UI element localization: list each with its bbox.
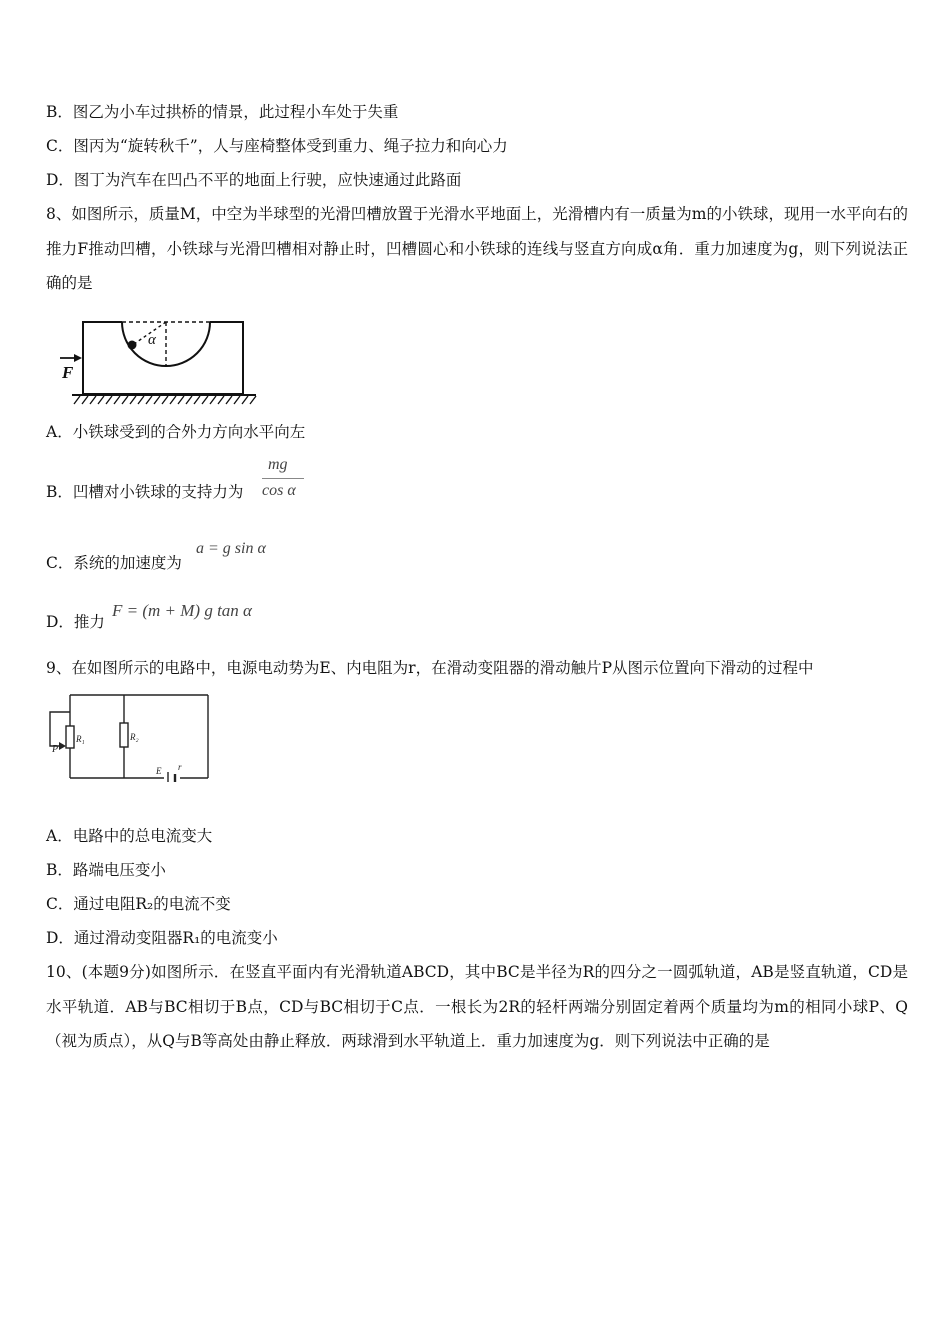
q8-stem: 8、如图所示，质量M，中空为半球型的光滑凹槽放置于光滑水平地面上，光滑槽内有一质量为m的小铁球，现用一水平向右的推力F推动凹槽，小铁球与光滑凹槽相对静止时，凹槽圆心和小铁球的连线与竖直方向成α角．重力加速度为g，则下列说法正确的是 xyxy=(46,205,908,292)
q8-option-a: A．小铁球受到的合外力方向水平向左 xyxy=(46,423,306,441)
q9-option-a: A．电路中的总电流变大 xyxy=(46,827,213,845)
q7-option-b: B．图乙为小车过拱桥的情景，此过程小车处于失重 xyxy=(46,103,399,121)
q8-groove-figure xyxy=(60,316,260,408)
q10-stem: 10、(本题9分)如图所示．在竖直平面内有光滑轨道ABCD，其中BC是半径为R的四分之一圆弧轨道，AB是竖直轨道，CD是水平轨道．AB与BC相切于B点，CD与BC相切于C点．一根长为2R的轻杆两端分别固定着两个质量均为m的相同小球P、Q（视为质点），从Q与B等高处由静止释放．两球滑到水平轨道上．重力加速度为g．则下列说法中正确的是 xyxy=(46,963,908,1050)
q7-option-c: C．图丙为“旋转秋千”，人与座椅整体受到重力、绳子拉力和向心力 xyxy=(46,137,508,155)
q8-option-c-formula: a = g sin α xyxy=(196,540,266,557)
q8-fraction-bar xyxy=(262,478,304,479)
q9-stem: 9、在如图所示的电路中，电源电动势为E、内电阻为r，在滑动变阻器的滑动触片P从图示位置向下滑动的过程中 xyxy=(46,659,814,677)
q8-angle-label: α xyxy=(148,332,156,348)
q9-circuit-figure xyxy=(44,690,212,782)
q9-option-b: B．路端电压变小 xyxy=(46,861,166,879)
q8-option-d-formula: F = (m + M) g tan α xyxy=(112,601,252,620)
q9-p-label: P xyxy=(52,744,59,755)
q7-option-d: D．图丁为汽车在凹凸不平的地面上行驶，应快速通过此路面 xyxy=(46,171,462,189)
q9-option-c: C．通过电阻R₂的电流不变 xyxy=(46,895,231,913)
q8-option-d: D．推力 xyxy=(46,613,105,631)
q9-r-label: r xyxy=(178,762,182,772)
q9-r1-label: R₁ xyxy=(76,734,85,744)
q9-e-label: E xyxy=(156,766,162,776)
q8-option-b: B．凹槽对小铁球的支持力为 xyxy=(46,483,244,501)
q8-force-label: F xyxy=(62,363,74,382)
q9-option-d: D．通过滑动变阻器R₁的电流变小 xyxy=(46,929,278,947)
q8-option-b-denominator: cos α xyxy=(262,482,296,499)
q9-r2-label: R₂ xyxy=(130,732,139,742)
q8-option-b-numerator: mg xyxy=(268,456,288,473)
q8-option-c: C．系统的加速度为 xyxy=(46,554,182,572)
